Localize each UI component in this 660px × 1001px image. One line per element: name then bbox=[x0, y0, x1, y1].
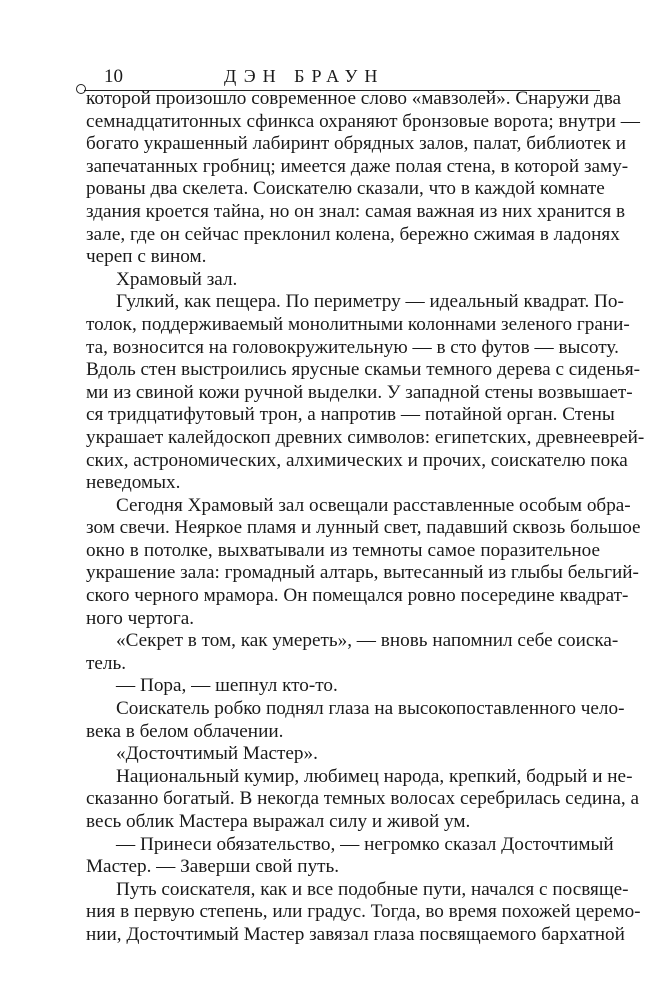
text-line: — Пора, — шепнул кто-то. bbox=[116, 675, 338, 697]
text-line: — Принеси обязательство, — негромко сказал Досточтимый bbox=[116, 833, 614, 855]
text-line: неведомых. bbox=[86, 472, 181, 494]
ornament-swirl-icon bbox=[76, 84, 86, 94]
text-line: зом свечи. Неяркое пламя и лунный свет, падавший сквозь большое bbox=[86, 517, 641, 539]
paragraph bbox=[86, 630, 619, 675]
text-line: Сегодня Храмовый зал освещали расставленные особым обра- bbox=[116, 494, 631, 516]
text-line: Национальный кумир, любимец народа, крепкий, бодрый и не- bbox=[116, 765, 633, 787]
text-line: Вдоль стен выстроились ярусные скамьи темного дерева с сиденья- bbox=[86, 359, 641, 381]
paragraph bbox=[86, 878, 641, 947]
paragraph bbox=[86, 675, 600, 698]
text-line: Гулкий, как пещера. По периметру — идеальный квадрат. По- bbox=[116, 291, 624, 313]
text-line: ся тридцатифутовый трон, а напротив — потайной орган. Стены bbox=[86, 404, 615, 426]
text-line: Соискатель робко поднял глаза на высокопоставленного чело- bbox=[116, 698, 625, 720]
paragraph bbox=[86, 291, 645, 494]
body-text bbox=[86, 88, 645, 947]
text-line: семнадцатитонных сфинкса охраняют бронзовые ворота; внутри — bbox=[86, 110, 640, 132]
text-line: Храмовый зал. bbox=[116, 268, 238, 290]
paragraph bbox=[86, 743, 600, 766]
text-line: века в белом облачении. bbox=[86, 720, 284, 742]
text-line: ния в первую степень, или градус. Тогда, во время похожей церемо- bbox=[86, 901, 641, 923]
paragraph bbox=[86, 765, 640, 834]
text-line: зале, где он сейчас преклонил колена, бережно сжимая в ладонях bbox=[86, 223, 620, 245]
text-line: «Секрет в том, как умереть», — вновь напомнил себе соиска- bbox=[116, 630, 619, 652]
text-line: ского черного мрамора. Он помещался ровно посередине квадрат- bbox=[86, 585, 629, 607]
text-line: тель. bbox=[86, 652, 127, 674]
text-line: Путь соискателя, как и все подобные пути, начался с посвяще- bbox=[116, 878, 629, 900]
text-line: украшает калейдоскоп древних символов: египетских, древнееврей- bbox=[86, 426, 645, 448]
paragraph bbox=[86, 698, 625, 743]
paragraph bbox=[86, 833, 614, 879]
text-line: весь облик Мастера выражал силу и живой ум. bbox=[86, 811, 471, 832]
text-line: сказанно богатый. В некогда темных волосах серебрилась седина, а bbox=[86, 788, 640, 810]
paragraph bbox=[86, 269, 600, 292]
text-line: ного чертога. bbox=[86, 607, 195, 629]
text-line: та, возносится на головокружительную — в сто футов — высоту. bbox=[86, 336, 619, 358]
text-line: рованы два скелета. Соискателю сказали, что в каждой комнате bbox=[86, 178, 605, 200]
text-line: украшение зала: громадный алтарь, вытесанный из глыбы бельгий- bbox=[86, 562, 639, 584]
page-number: 10 bbox=[104, 66, 123, 87]
text-line: которой произошло современное слово «мавзолей». Снаружи два bbox=[86, 88, 622, 109]
text-line: ми из свиной кожи ручной выделки. У западной стены возвышает- bbox=[86, 381, 633, 403]
text-line: окно в потолке, выхватывали из темноты самое поразительное bbox=[86, 539, 600, 561]
running-title: ДЭН БРАУН bbox=[224, 66, 385, 86]
text-line: Мастер. — Заверши свой путь. bbox=[86, 856, 340, 878]
text-line: богато украшенный лабиринт обрядных залов, палат, библиотек и bbox=[86, 133, 627, 155]
paragraph bbox=[86, 494, 641, 631]
text-line: толок, поддерживаемый монолитными колоннами зеленого грани- bbox=[86, 313, 630, 335]
text-line: череп с вином. bbox=[86, 246, 207, 268]
text-line: «Досточтимый Мастер». bbox=[116, 743, 318, 765]
text-line: здания кроется тайна, но он знал: самая важная из них хранится в bbox=[86, 200, 626, 222]
text-line: запечатанных гробниц; имеется даже полая стена, в которой заму- bbox=[86, 155, 629, 177]
paragraph bbox=[86, 88, 640, 269]
text-line: нии, Досточтимый Мастер завязал глаза посвящаемого бархатной bbox=[86, 923, 625, 945]
text-line: ских, астрономических, алхимических и прочих, соискателю пока bbox=[86, 449, 628, 471]
